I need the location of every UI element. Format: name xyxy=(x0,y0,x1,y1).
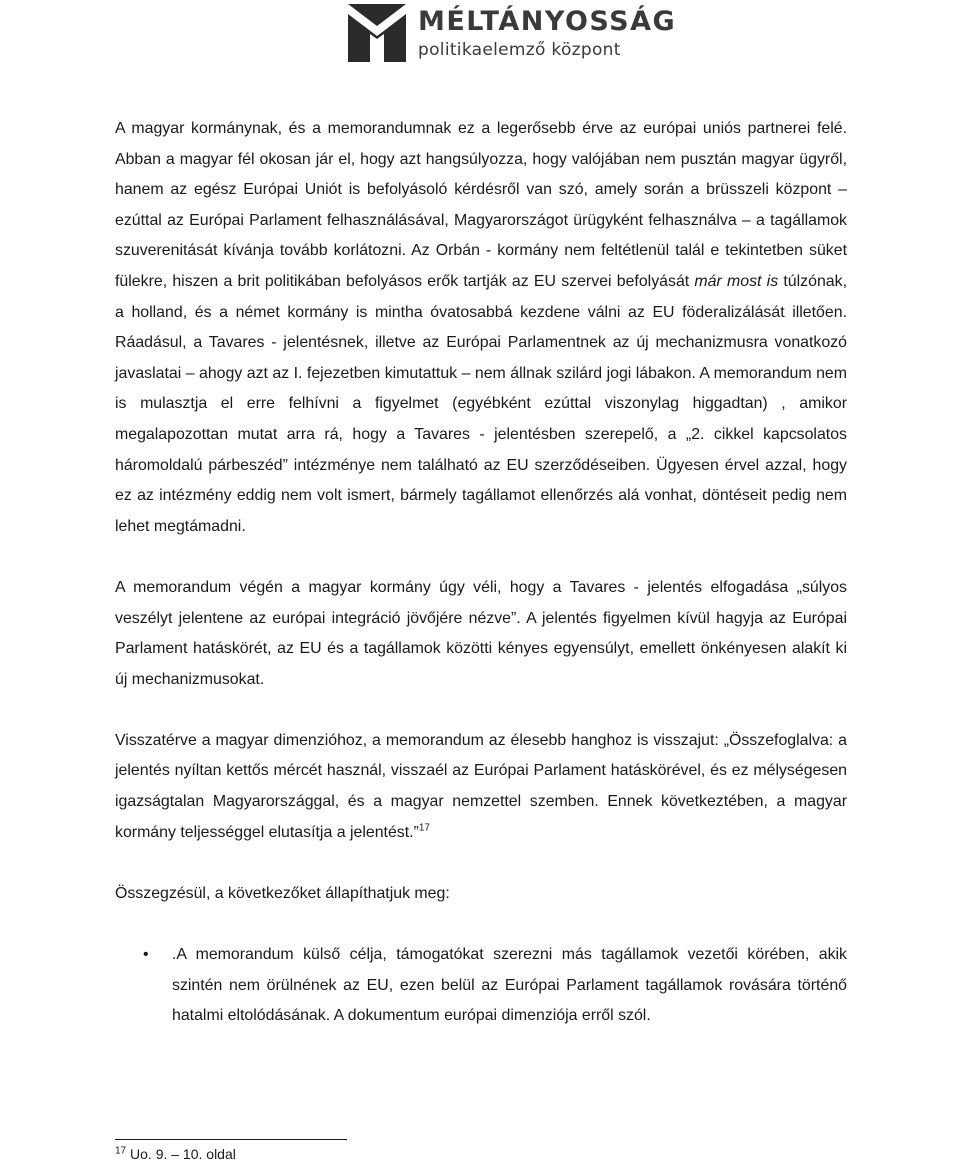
paragraph-1-italic: már most is xyxy=(694,272,779,290)
paragraph-1 xyxy=(115,114,847,542)
paragraph-3-text: Visszatérve a magyar dimenzióhoz, a memorandum az élesebb hanghoz is visszajut: „Összefoglalva: a jelentés nyíltan kettős mércét használ, visszaél az Európai Parlament hatáskörével, és ez mélységesen igazságtalan Magyarországgal, és a magyar nemzettel szemben. Ennek következtében, a magyar kormány teljességgel elutasítja a jelentést.” xyxy=(115,731,847,841)
footnote-text: Uo. 9. – 10. oldal xyxy=(126,1146,236,1162)
footnote-number: 17 xyxy=(115,1145,127,1157)
list-item xyxy=(115,940,847,1032)
paragraph-3 xyxy=(115,726,847,848)
paragraph-2: A memorandum végén a magyar kormány úgy véli, hogy a Tavares - jelentés elfogadása „súlyos veszélyt jelentene az európai integráció jövőjére nézve”. A jelentés figyelmen kívül hagyja az Európai Parlament hatáskörét, az EU és a tagállamok közötti kényes egyensúlyt, emellett önkényesen alakít ki új mechanizmusokat. xyxy=(115,578,847,688)
bullet-icon: • xyxy=(143,946,149,964)
meltanyossag-logo-icon xyxy=(348,4,406,62)
footnote-divider xyxy=(115,1139,347,1140)
document-body xyxy=(115,114,847,1032)
footnote-ref-17[interactable]: 17 xyxy=(418,822,430,834)
paragraph-1-text: A magyar kormánynak, és a memorandumnak ez a legerősebb érve az európai uniós partnerei felé. Abban a magyar fél okosan jár el, hogy azt hangsúlyozza, hogy valójában nem pusztán magyar ügyről, hanem az egész Európai Uniót is befolyásoló kérdésről van szó, amely során a brüsszeli központ – ezúttal az Európai Parlament felhasználásával, Magyarországot ürügyként felhasználva – a tagállamok szuverenitását kívánja tovább korlátozni. Az Orbán - kormány nem feltétlenül talál e tekintetben süket fülekre, hiszen a brit politikában befolyásos erők tartják az EU szervei befolyását xyxy=(115,120,847,290)
logo-subtitle: politikaelemző központ xyxy=(418,40,621,60)
page-header xyxy=(0,0,960,70)
bullet-text: .A memorandum külső célja, támogatókat szerezni más tagállamok vezetői körében, akik szintén nem örülnének az EU, ezen belül az Európai Parlament tagállamok rovására történő hatalmi eltolódásának. A dokumentum európai dimenziója erről szól. xyxy=(172,946,847,1025)
paragraph-1-text-cont: túlzónak, a holland, és a német kormány is mintha óvatosabbá kezdene válni az EU föderalizálását illetően. Ráadásul, a Tavares - jelentésnek, illetve az Európai Parlamentnek az új mechanizmusra vonatkozó javaslatai – ahogy azt az I. fejezetben kimutattuk – nem állnak szilárd jogi lábakon. A memorandum nem is mulasztja el erre felhívni a figyelmet (egyébként ezúttal viszonylag higgadtan) , amikor megalapozottan mutat arra rá, hogy a Tavares - jelentésben szerepelő, a „2. cikkel kapcsolatos háromoldalú párbeszéd” intézménye nem található az EU szerződéseiben. Ügyesen érvel azzal, hogy ez az intézmény eddig nem volt ismert, bármely tagállamot ellenőrzés alá vonhat, döntéseit pedig nem lehet megtámadni. xyxy=(115,272,847,535)
footnote xyxy=(115,1146,236,1162)
logo-title: MÉLTÁNYOSSÁG xyxy=(418,6,677,37)
paragraph-4: Összegzésül, a következőket állapíthatjuk meg: xyxy=(115,884,450,902)
